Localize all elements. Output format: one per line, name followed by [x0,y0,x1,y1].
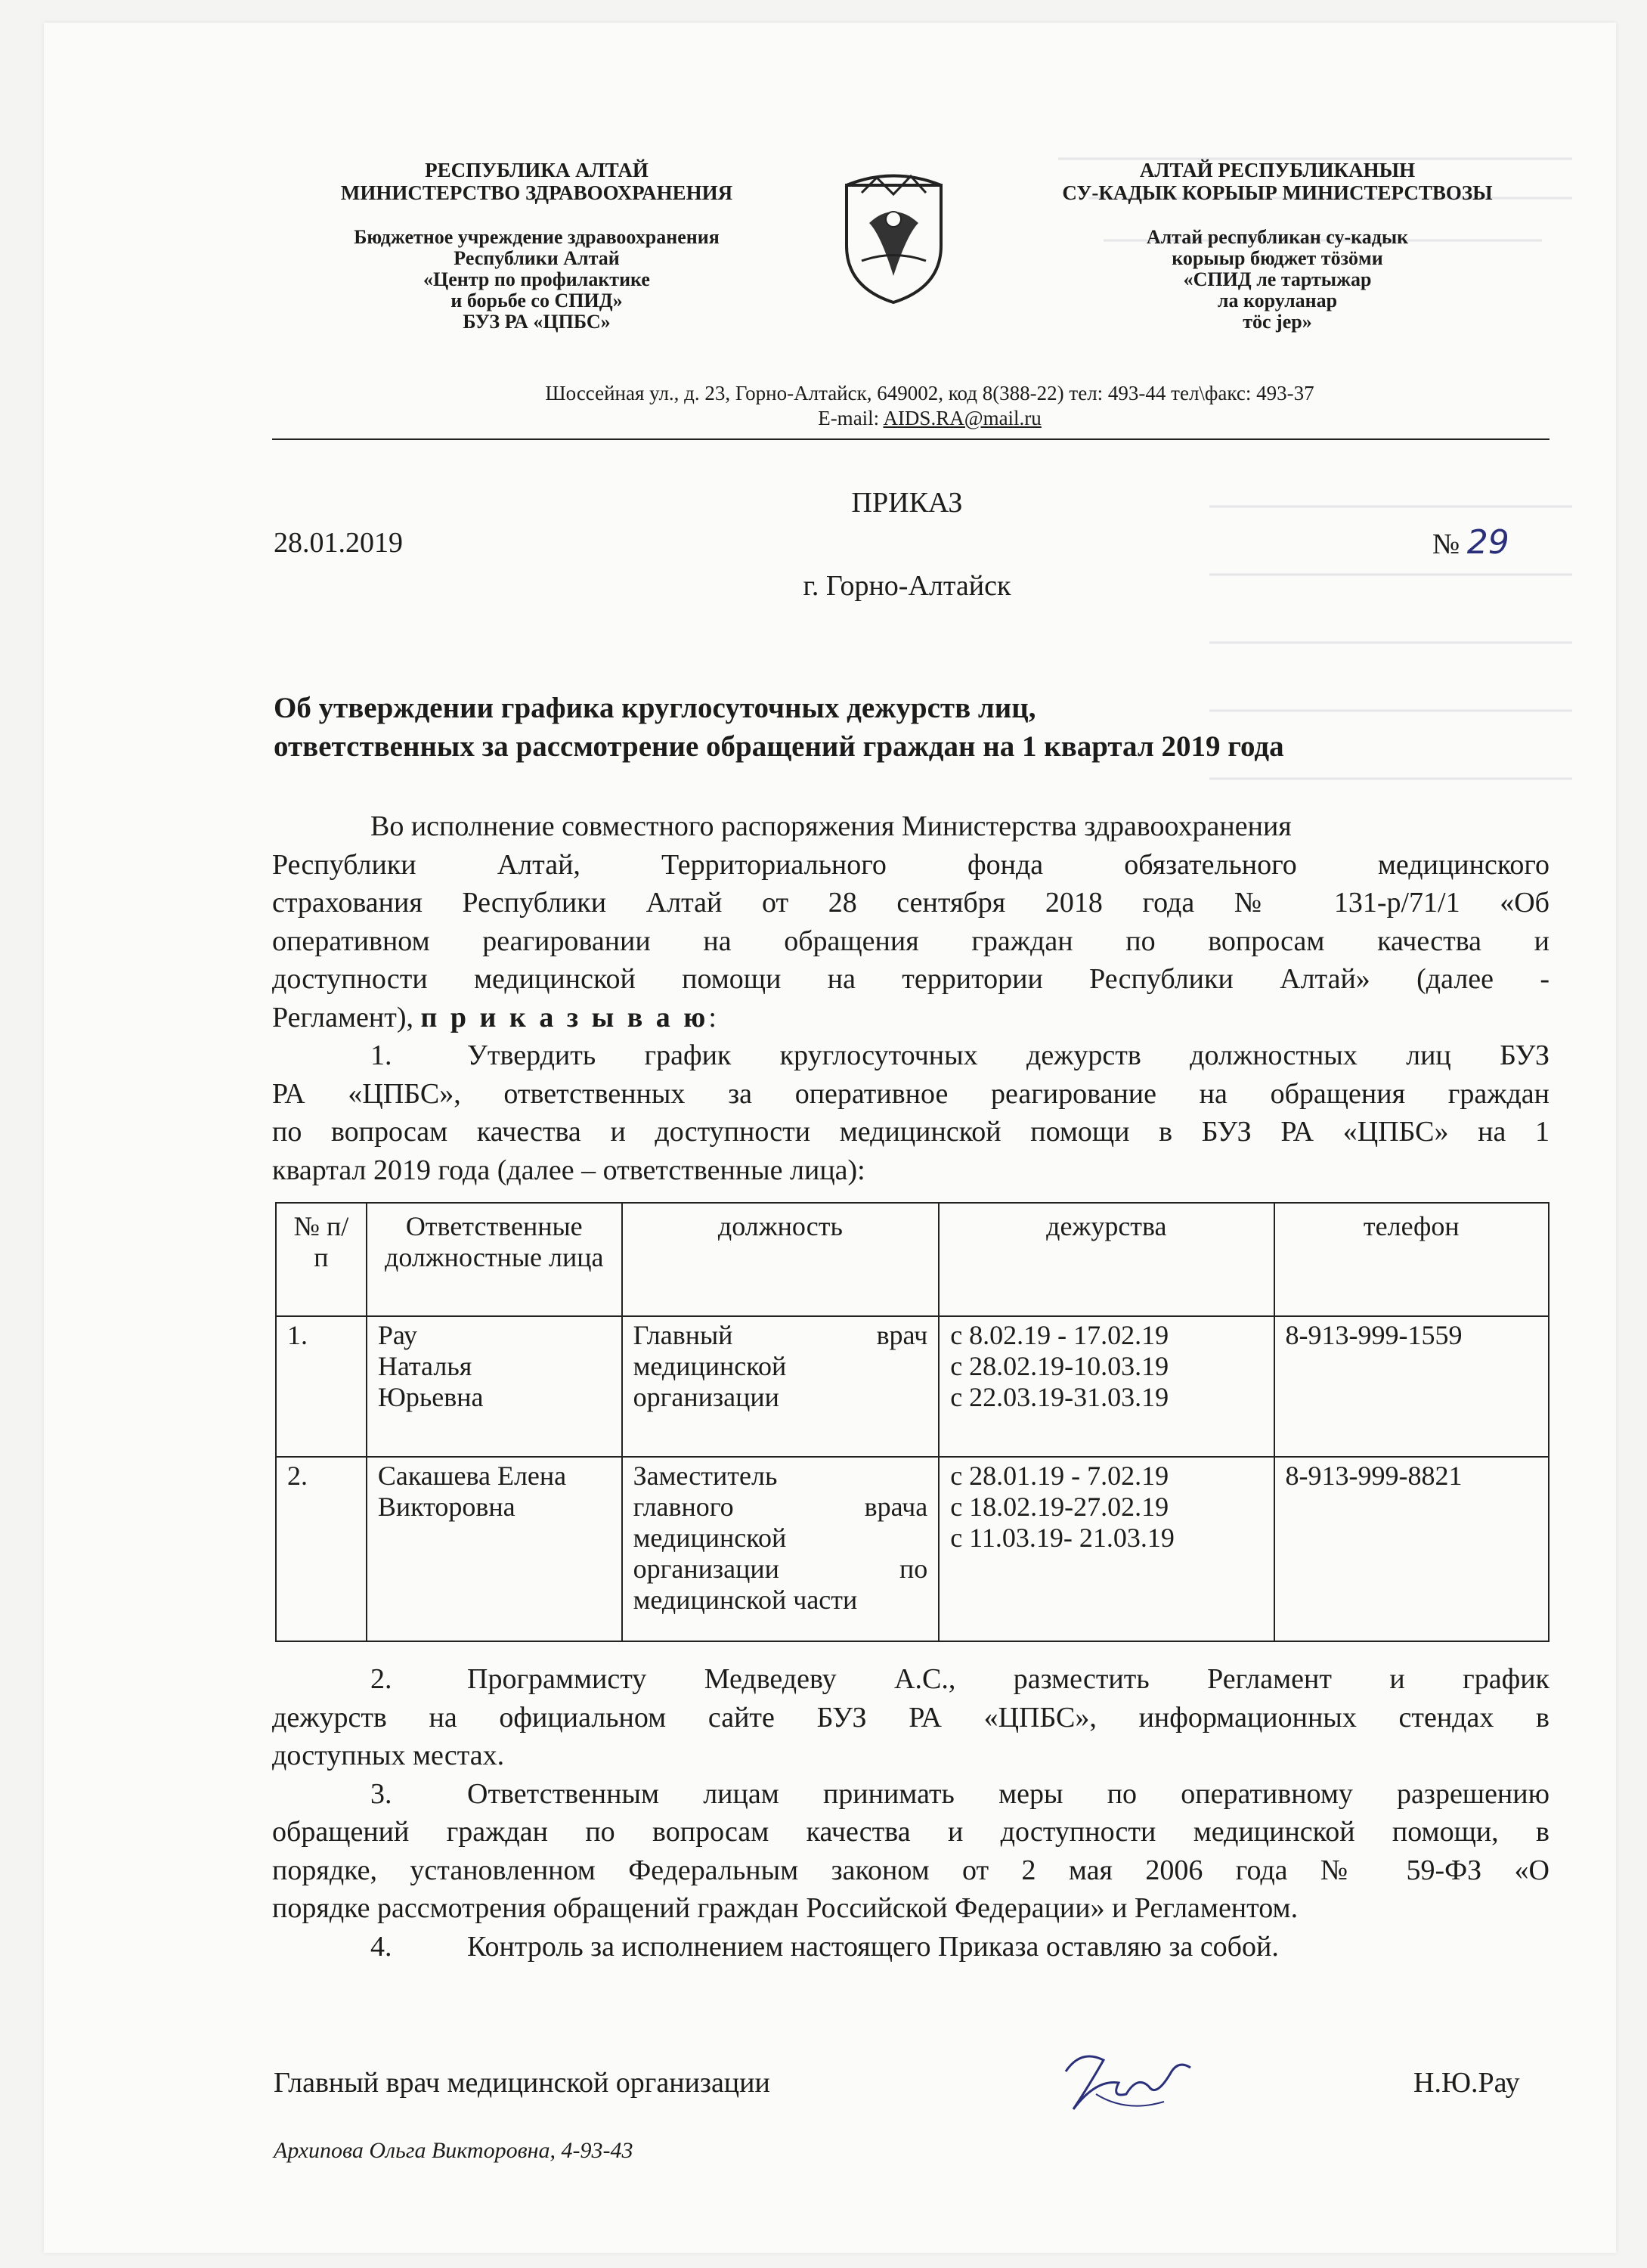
duty-schedule-table [275,1202,1549,1642]
position-word: главного [633,1492,734,1522]
position-line: медицинской части [633,1585,858,1615]
header-left-line1: РЕСПУБЛИКА АЛТАЙ [425,159,649,181]
person-line: Наталья [377,1351,472,1381]
item1-line2: РА «ЦПБС», ответственных за оперативное реагирование на обращения граждан [272,1077,1549,1110]
intro-paragraph [272,807,1549,1189]
header-right-org4: ла коруланар [1217,290,1338,311]
intro-line1 [272,807,1549,846]
item3-line2: обращений граждан по вопросам качества и доступности медицинской помощи, в [272,1816,1549,1848]
email-link[interactable]: AIDS.RA@mail.ru [883,407,1042,429]
col-header-duty: дежурства [939,1203,1274,1316]
position-line [633,1320,928,1351]
header-left-org2: Республики Алтай [454,247,620,269]
table-row [276,1457,1549,1641]
duty-period: с 11.03.19- 21.03.19 [950,1523,1175,1553]
item4-number: 4. [370,1930,392,1963]
person-line: Юрьевна [377,1382,484,1412]
order-number-label: № [1432,528,1460,560]
header-right-org2: корыыр бюджет тöзöми [1172,247,1383,269]
item2-line1-text: Программисту Медведеву А.С., разместить Регламент и график [467,1663,1549,1695]
header-left-org1: Бюджетное учреждение здравоохранения [354,226,720,248]
row-phone: 8-913-999-8821 [1274,1457,1549,1641]
row-duty [939,1316,1274,1457]
item1-line1 [272,1036,1549,1075]
signatory-name: Н.Ю.Рау [1413,2067,1520,2099]
order-heading: ПРИКАЗ [851,487,963,519]
position-line: медицинской [633,1523,787,1553]
header-right-org5: тöс јер» [1243,311,1312,333]
signatory-position: Главный врач медицинской организации [274,2067,770,2099]
item2-line3: доступных местах. [272,1740,505,1771]
item3-number: 3. [370,1777,392,1810]
position-line [633,1554,928,1585]
position-word: врач [876,1320,928,1350]
duty-period: с 8.02.19 - 17.02.19 [950,1320,1169,1350]
executor-contact: Архипова Ольга Викторовна, 4-93-43 [274,2138,633,2163]
header-left-line2: МИНИСТЕРСТВО ЗДРАВООХРАНЕНИЯ [340,181,733,204]
position-word: организации [633,1554,779,1584]
col-header-position: должность [622,1203,940,1316]
order-city: г. Горно-Алтайск [803,570,1011,602]
item1-line3: по вопросам качества и доступности медицинской помощи в БУЗ РА «ЦПБС» на 1 [272,1116,1549,1148]
header-right-org3: «СПИД ле тартыжар [1183,268,1372,290]
position-line: медицинской [633,1351,787,1381]
header-right-line1: АЛТАЙ РЕСПУБЛИКАНЫН [1139,159,1416,181]
col-header-phone: телефон [1274,1203,1549,1316]
duty-period: с 28.02.19-10.03.19 [950,1351,1169,1381]
item2-number: 2. [370,1663,392,1695]
item3-line3: порядке, установленном Федеральным законом от 2 мая 2006 года № 59-ФЗ «О [272,1854,1549,1886]
row-phone: 8-913-999-1559 [1274,1316,1549,1457]
header-divider [272,438,1549,440]
intro-line6-start: Регламент), [272,1001,421,1033]
person-line: Викторовна [377,1492,515,1522]
position-line: организации [633,1382,779,1412]
row-person [367,1457,622,1641]
col-header-person: Ответственные должностные лица [367,1203,622,1316]
email-line [287,407,1572,429]
item4-line1 [272,1928,1549,1966]
row-position [622,1457,940,1641]
row-num: 2. [276,1457,367,1641]
intro-line1-text: Во исполнение совместного распоряжения Министерства здравоохранения [370,810,1292,842]
position-word: врача [864,1492,928,1522]
position-line [633,1492,928,1523]
item1-line1-text: Утвердить график круглосуточных дежурств должностных лиц БУЗ [467,1040,1549,1071]
header-right [983,159,1572,333]
row-person [367,1316,622,1457]
order-number [1432,524,1509,563]
intro-line4: оперативном реагировании на обращения граждан по вопросам качества и [272,925,1549,957]
item3-line1 [272,1775,1549,1814]
coat-of-arms-icon [839,163,949,306]
col-header-num: № п/п [276,1203,367,1316]
item3-line1-text: Ответственным лицам принимать меры по оперативному разрешению [467,1777,1549,1810]
item2-line2: дежурств на официальном сайте БУЗ РА «ЦПБС», информационных стендах в [272,1701,1549,1734]
row-num: 1. [276,1316,367,1457]
duty-period: с 22.03.19-31.03.19 [950,1382,1169,1412]
item2-line1 [272,1660,1549,1699]
header-left-org3: «Центр по профилактике [423,268,650,290]
item3-line4: порядке рассмотрения обращений граждан Российской Федерации» и Регламентом. [272,1892,1299,1924]
header-left-org4: и борьбе со СПИД» [450,290,623,311]
intro-line6 [272,999,1549,1037]
duty-period: с 18.02.19-27.02.19 [950,1492,1169,1522]
table-header-row [276,1203,1549,1316]
duty-period: с 28.01.19 - 7.02.19 [950,1461,1169,1491]
position-line: Заместитель [633,1461,778,1491]
address: Шоссейная ул., д. 23, Горно-Алтайск, 649002, код 8(388-22) тел: 493-44 тел\факс: 493-37 [545,382,1314,404]
person-line: Сакашева Елена [377,1461,567,1491]
intro-line2: Республики Алтай, Территориального фонда обязательного медицинского [272,848,1549,881]
order-number-handwritten: 29 [1466,523,1509,562]
header-left-org5: БУЗ РА «ЦПБС» [463,311,611,333]
intro-line5: доступности медицинской помощи на территории Республики Алтай» (далее - [272,963,1549,995]
item1-line4: квартал 2019 года (далее – ответственные лица): [272,1154,865,1186]
handwritten-signature-icon [1051,2041,1202,2128]
order-title-line1: Об утверждении графика круглосуточных дежурств лиц, [274,692,1036,724]
intro-line3: страхования Республики Алтай от 28 сентября 2018 года № 131-р/71/1 «Об [272,887,1549,919]
item1-number: 1. [370,1040,392,1071]
order-date: 28.01.2019 [274,527,403,559]
item4-line1-text: Контроль за исполнением настоящего Приказа оставляю за собой. [467,1930,1279,1963]
header-left [295,159,779,333]
row-position [622,1316,940,1457]
header-right-line2: СУ-КАДЫК КОРЫЫР МИНИСТЕРСТВОЗЫ [1062,181,1493,204]
position-word: Главный [633,1320,733,1350]
order-verb: п р и к а з ы в а ю [420,1001,709,1033]
email-label: E-mail: [818,407,884,429]
position-word: по [899,1554,928,1584]
person-line: Рау [377,1320,418,1350]
row-duty [939,1457,1274,1641]
items-after-table [272,1660,1549,1966]
header-right-org1: Алтай республикан су-кадык [1146,226,1409,248]
intro-line6-end: : [708,1001,717,1033]
table-row [276,1316,1549,1457]
order-title-line2: ответственных за рассмотрение обращений граждан на 1 квартал 2019 года [274,730,1284,763]
